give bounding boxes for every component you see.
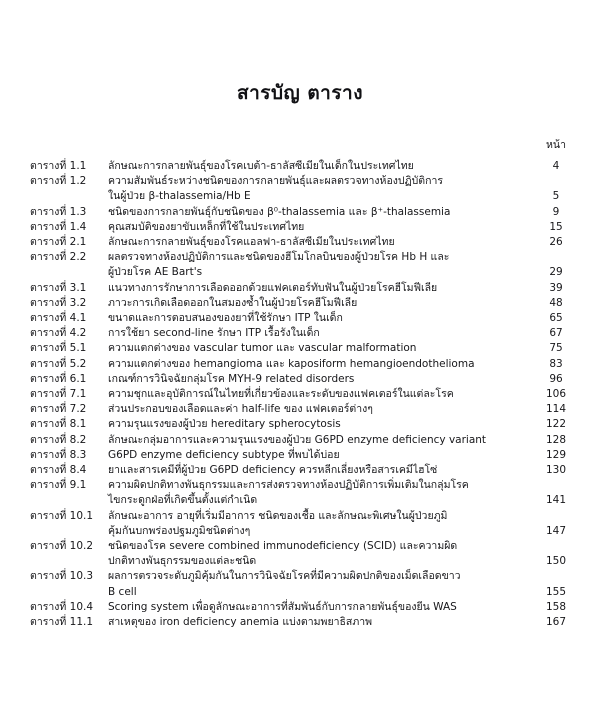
toc-entry-desc-line2: ไขกระดูกฝ่อที่เกิดขึ้นตั้งแต่กำเนิด [108, 494, 258, 507]
toc-entry [24, 281, 576, 296]
toc-entry-page: 147 [545, 524, 567, 537]
toc-entry-page: 15 [549, 220, 563, 233]
toc-entry-desc: เกณฑ์การวินิจฉัยกลุ่มโรค MYH-9 related disorders [108, 372, 355, 385]
toc-entry-page: 150 [545, 555, 567, 568]
toc-entry-desc [108, 478, 536, 508]
toc-entry-label: ตารางที่ 11.1 [30, 616, 94, 629]
toc-entry-label: ตารางที่ 3.1 [30, 281, 87, 294]
toc-entry [24, 402, 576, 417]
toc-entry-page: 155 [545, 585, 567, 598]
toc-entry-page: 167 [545, 616, 567, 629]
toc-entry-desc: ภาวะการเกิดเลือดออกในสมองซ้ำในผู้ป่วยโรคฮีโมฟีเลีย [108, 296, 358, 309]
toc-entry-page: 67 [549, 327, 563, 340]
toc-entry [24, 357, 576, 372]
toc-entry-page: 65 [549, 312, 563, 325]
toc-entry-desc-line1: ลักษณะอาการ อายุที่เริ่มมีอาการ ชนิดของเชื้อ และลักษณะพิเศษในผู้ป่วยภูมิ [108, 509, 448, 522]
toc-entry-desc-line1: ความสัมพันธ์ระหว่างชนิดของการกลายพันธุ์และผลตรวจทางห้องปฏิบัติการ [108, 175, 443, 188]
toc-entry-label: ตารางที่ 7.2 [30, 403, 87, 416]
toc-entry-desc-line1: ผลการตรวจระดับภูมิคุ้มกันในการวินิจฉัยโรคที่มีความผิดปกติของเม็ดเลือดขาว [108, 570, 461, 583]
toc-entry-label: ตารางที่ 2.1 [30, 236, 87, 249]
toc-entry-page: 9 [552, 205, 560, 218]
toc-entry [24, 296, 576, 311]
toc-entry-page: 83 [549, 357, 563, 370]
toc-entry-page: 39 [549, 281, 563, 294]
toc-entry-desc: G6PD enzyme deficiency subtype ที่พบได้บ่อย [108, 448, 340, 461]
toc-entry-label: ตารางที่ 5.2 [30, 357, 87, 370]
toc-entry-desc: ลักษณะการกลายพันธุ์ของโรคแอลฟา-ธาลัสซีเมียในประเทศไทย [108, 236, 395, 249]
toc-entry-label: ตารางที่ 10.3 [30, 570, 94, 583]
toc-entry-label: ตารางที่ 9.1 [30, 479, 87, 492]
toc-entry-desc: ยาและสารเคมีที่ผู้ป่วย G6PD deficiency ควรหลีกเลี่ยงหรือสารเคมีไฮโซ่ [108, 464, 438, 477]
toc-entry-page: 48 [549, 296, 563, 309]
toc-entry-label: ตารางที่ 4.1 [30, 312, 87, 325]
toc-entry-page: 106 [545, 388, 567, 401]
toc-entry [24, 448, 576, 463]
toc-entry-page: 129 [545, 448, 567, 461]
page-column-header: หน้า [546, 139, 566, 151]
toc-entry-desc [108, 539, 536, 569]
toc-entry-page: 158 [545, 600, 567, 613]
toc-entry-label: ตารางที่ 3.2 [30, 296, 87, 309]
toc-entry [24, 311, 576, 326]
toc-entry-page: 4 [552, 160, 560, 172]
toc-entry-page: 75 [549, 342, 563, 355]
toc-entry [24, 478, 576, 508]
toc-entry-desc: ความรุนแรงของผู้ป่วย hereditary spherocytosis [108, 418, 341, 431]
toc-entry [24, 250, 576, 280]
toc-page [0, 78, 600, 725]
toc-entry-desc-line1: ความผิดปกติทางพันธุกรรมและการส่งตรวจทางห้องปฏิบัติการเพิ่มเติมในกลุ่มโรค [108, 479, 469, 492]
toc-entry-desc [108, 174, 536, 204]
toc-entry-page: 5 [552, 190, 560, 203]
toc-entry-label: ตารางที่ 8.2 [30, 433, 87, 446]
toc-entry-desc: Scoring system เพื่อดูลักษณะอาการที่สัมพันธ์กับการกลายพันธุ์ของยีน WAS [108, 600, 457, 613]
toc-entry-label: ตารางที่ 7.1 [30, 388, 87, 401]
toc-entry-label: ตารางที่ 1.3 [30, 205, 87, 218]
toc-entry-desc: ลักษณะกลุ่มอาการและความรุนแรงของผู้ป่วย G6PD enzyme deficiency variant [108, 433, 487, 446]
toc-entry-page: 130 [545, 464, 567, 477]
toc-entry-label: ตารางที่ 2.2 [30, 251, 87, 264]
toc-entry [24, 569, 576, 599]
toc-list [0, 159, 600, 630]
toc-entry [24, 417, 576, 432]
toc-entry-page: 128 [545, 433, 567, 446]
toc-entry-desc: ส่วนประกอบของเลือดและค่า half-life ของ แฟคเตอร์ต่างๆ [108, 403, 373, 416]
toc-entry-label: ตารางที่ 10.4 [30, 600, 94, 613]
toc-entry-desc: ชนิดของการกลายพันธุ์กับชนิดของ β⁰-thalassemia และ β⁺-thalassemia [108, 205, 451, 218]
toc-entry-desc [108, 569, 536, 599]
toc-entry-label: ตารางที่ 1.1 [30, 160, 87, 172]
toc-entry-desc: การใช้ยา second-line รักษา ITP เรื้อรังในเด็ก [108, 327, 320, 340]
toc-entry-label: ตารางที่ 8.4 [30, 464, 87, 477]
toc-entry [24, 235, 576, 250]
toc-entry-label: ตารางที่ 8.3 [30, 448, 87, 461]
toc-entry-desc-line2: คุ้มกันบกพร่องปฐมภูมิชนิดต่างๆ [108, 524, 251, 537]
toc-entry [24, 387, 576, 402]
toc-entry-desc-line2: ปกติทางพันธุกรรมของแต่ละชนิด [108, 555, 257, 568]
toc-entry [24, 220, 576, 235]
toc-entry-label: ตารางที่ 1.4 [30, 220, 87, 233]
toc-entry [24, 463, 576, 478]
toc-entry-desc: ความชุกและอุบัติการณ์ในไทยที่เกี่ยวข้องและระดับของแฟคเตอร์ในแต่ละโรค [108, 388, 454, 401]
toc-entry-desc-line1: ชนิดของโรค severe combined immunodeficiency (SCID) และความผิด [108, 540, 458, 553]
toc-entry [24, 326, 576, 341]
toc-entry-label: ตารางที่ 4.2 [30, 327, 87, 340]
toc-entry-desc: ลักษณะการกลายพันธุ์ของโรคเบต้า-ธาลัสซีเมียในเด็กในประเทศไทย [108, 160, 414, 172]
toc-entry-desc: คุณสมบัติของยาขับเหล็กที่ใช้ในประเทศไทย [108, 220, 305, 233]
toc-entry-label: ตารางที่ 10.1 [30, 509, 94, 522]
toc-entry [24, 341, 576, 356]
toc-entry-page: 122 [545, 418, 567, 431]
page-title: สารบัญ ตาราง [237, 82, 363, 104]
toc-entry [24, 174, 576, 204]
toc-entry-desc [108, 509, 536, 539]
toc-entry [24, 433, 576, 448]
toc-entry-page: 96 [549, 372, 563, 385]
toc-entry [24, 600, 576, 615]
toc-entry-label: ตารางที่ 10.2 [30, 540, 94, 553]
toc-entry-desc: สาเหตุของ iron deficiency anemia แบ่งตามพยาธิสภาพ [108, 616, 373, 629]
toc-entry-page: 114 [545, 403, 567, 416]
toc-entry-desc-line2: ในผู้ป่วย β-thalassemia/Hb E [108, 190, 251, 203]
toc-entry-desc: ความแตกต่างของ vascular tumor และ vascular malformation [108, 342, 417, 355]
toc-entry-desc: ขนาดและการตอบสนองของยาที่ใช้รักษา ITP ในเด็ก [108, 312, 343, 325]
toc-entry-desc: ความแตกต่างของ hemangioma และ kaposiform hemangioendothelioma [108, 357, 475, 370]
toc-entry-page: 29 [549, 266, 563, 279]
toc-entry-desc-line1: ผลตรวจทางห้องปฏิบัติการและชนิดของฮีโมโกลบินของผู้ป่วยโรค Hb H และ [108, 251, 450, 264]
toc-entry-desc: แนวทางการรักษาการเลือดออกด้วยแฟคเตอร์ทับฟันในผู้ป่วยโรคฮีโมฟีเลีย [108, 281, 438, 294]
toc-entry-desc-line2: ผู้ป่วยโรค AE Bart's [108, 266, 203, 279]
toc-entry-desc [108, 250, 536, 280]
toc-entry [24, 615, 576, 630]
toc-entry-page: 26 [549, 236, 563, 249]
toc-entry-label: ตารางที่ 5.1 [30, 342, 87, 355]
toc-entry-desc-line2: B cell [108, 585, 137, 598]
toc-entry-label: ตารางที่ 1.2 [30, 175, 87, 188]
toc-entry-label: ตารางที่ 6.1 [30, 372, 87, 385]
toc-entry [24, 539, 576, 569]
toc-entry [24, 205, 576, 220]
toc-entry-page: 141 [545, 494, 567, 507]
toc-entry-label: ตารางที่ 8.1 [30, 418, 87, 431]
toc-entry [24, 509, 576, 539]
toc-entry [24, 159, 576, 174]
toc-entry [24, 372, 576, 387]
